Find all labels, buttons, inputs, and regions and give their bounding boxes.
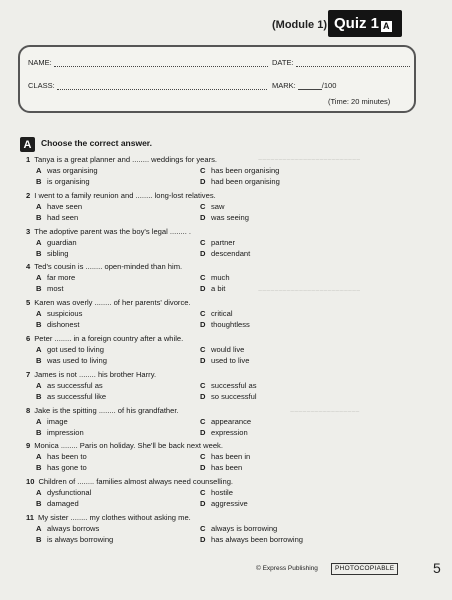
question-number: 6 bbox=[26, 334, 31, 343]
option-text: was used to living bbox=[47, 356, 107, 365]
answer-option-a[interactable] bbox=[36, 273, 75, 282]
option-text: aggressive bbox=[211, 499, 248, 509]
option-letter: B bbox=[36, 177, 42, 186]
option-letter: A bbox=[36, 201, 42, 211]
option-text: descendant bbox=[211, 248, 251, 258]
option-text: thoughtless bbox=[211, 320, 250, 330]
answer-option-d[interactable] bbox=[200, 428, 248, 437]
option-letter: A bbox=[36, 237, 42, 247]
mark-field bbox=[272, 81, 336, 90]
answer-option-a[interactable] bbox=[36, 309, 82, 318]
mark-label: MARK: bbox=[272, 81, 296, 90]
option-text: dysfunctional bbox=[47, 488, 92, 498]
option-text: so successful bbox=[211, 391, 257, 401]
answer-option-a[interactable] bbox=[36, 345, 104, 354]
name-label: NAME: bbox=[28, 58, 52, 67]
question-text: Children of ........ families almost always need counselling. bbox=[38, 477, 234, 487]
option-text: have seen bbox=[47, 201, 83, 211]
option-text: damaged bbox=[47, 499, 79, 509]
answer-option-b[interactable] bbox=[36, 392, 106, 401]
option-text: would live bbox=[211, 345, 245, 354]
option-letter: C bbox=[200, 201, 206, 211]
option-letter: C bbox=[200, 524, 206, 533]
option-text: a bit bbox=[211, 284, 226, 294]
answer-option-b[interactable] bbox=[36, 535, 113, 544]
date-label: DATE: bbox=[272, 58, 294, 67]
answer-option-a[interactable] bbox=[36, 166, 98, 175]
question-text: Jake is the spitting ........ of his grandfather. bbox=[34, 405, 179, 415]
option-letter: D bbox=[200, 212, 206, 222]
option-letter: A bbox=[36, 416, 42, 426]
option-letter: C bbox=[200, 380, 206, 390]
option-letter: B bbox=[36, 427, 42, 437]
option-text: was seeing bbox=[211, 212, 249, 222]
question-text: Tanya is a great planner and ........ weddings for years. bbox=[34, 155, 218, 164]
class-blank[interactable] bbox=[57, 81, 267, 90]
option-letter: B bbox=[36, 248, 42, 258]
student-info-box bbox=[18, 45, 416, 113]
answer-option-c[interactable] bbox=[200, 488, 233, 497]
bleed-through-text: ~~~~~~~~~~~~~~~~~ bbox=[290, 409, 360, 416]
option-letter: A bbox=[36, 309, 42, 319]
option-text: most bbox=[47, 284, 64, 294]
question-stem bbox=[26, 334, 183, 343]
answer-option-b[interactable] bbox=[36, 428, 84, 437]
name-field bbox=[28, 58, 268, 67]
option-letter: D bbox=[200, 427, 206, 437]
option-text: impression bbox=[47, 427, 84, 437]
option-letter: B bbox=[36, 463, 42, 473]
option-text: had seen bbox=[47, 212, 79, 222]
quiz-badge bbox=[328, 10, 402, 37]
option-letter: B bbox=[36, 212, 42, 222]
mark-blank[interactable] bbox=[298, 81, 322, 90]
answer-option-d[interactable] bbox=[200, 320, 250, 329]
option-text: image bbox=[47, 416, 68, 426]
question-text: I went to a family reunion and ........ long-lost relatives. bbox=[34, 190, 216, 200]
answer-option-c[interactable] bbox=[200, 381, 257, 390]
date-field bbox=[272, 58, 410, 67]
mark-total: /100 bbox=[321, 81, 337, 90]
option-letter: A bbox=[36, 524, 42, 533]
question-number: 9 bbox=[26, 441, 31, 451]
option-letter: D bbox=[200, 177, 206, 186]
option-text: has always been borrowing bbox=[211, 535, 304, 544]
option-text: sibling bbox=[47, 248, 69, 258]
answer-option-c[interactable] bbox=[200, 417, 251, 426]
answer-option-c[interactable] bbox=[200, 345, 244, 354]
option-letter: A bbox=[36, 452, 42, 462]
question-number: 1 bbox=[26, 155, 31, 164]
answer-option-b[interactable] bbox=[36, 463, 87, 472]
question-number: 2 bbox=[26, 190, 31, 200]
option-letter: D bbox=[200, 463, 206, 473]
option-text: has been to bbox=[47, 452, 87, 462]
answer-option-c[interactable] bbox=[200, 524, 277, 533]
page-number: 5 bbox=[433, 560, 441, 576]
quiz-variant: A bbox=[383, 21, 390, 31]
option-text: is always borrowing bbox=[47, 535, 114, 544]
option-text: far more bbox=[47, 273, 76, 283]
option-text: hostile bbox=[211, 488, 233, 498]
option-letter: D bbox=[200, 535, 206, 544]
question-number: 5 bbox=[26, 298, 31, 308]
option-letter: D bbox=[200, 499, 206, 509]
option-letter: A bbox=[36, 380, 42, 390]
bleed-through-text: ~~~~~~~~~~~~~~~~~~~~~~~~~ bbox=[258, 157, 361, 164]
option-letter: B bbox=[36, 499, 42, 509]
answer-option-c[interactable] bbox=[200, 202, 225, 211]
option-letter: D bbox=[200, 320, 206, 330]
option-letter: B bbox=[36, 391, 42, 401]
answer-option-d[interactable] bbox=[200, 284, 225, 293]
answer-option-a[interactable] bbox=[36, 417, 68, 426]
option-letter: D bbox=[200, 284, 206, 294]
question-text: Peter ........ in a foreign country after a while. bbox=[34, 334, 184, 343]
option-letter: C bbox=[200, 273, 206, 283]
option-text: successful as bbox=[211, 380, 257, 390]
option-letter: B bbox=[36, 356, 42, 365]
answer-option-a[interactable] bbox=[36, 202, 82, 211]
option-text: always is borrowing bbox=[211, 524, 278, 533]
answer-option-d[interactable] bbox=[200, 249, 250, 258]
option-letter: C bbox=[200, 416, 206, 426]
answer-option-c[interactable] bbox=[200, 273, 230, 282]
answer-option-d[interactable] bbox=[200, 392, 257, 401]
option-letter: D bbox=[200, 248, 206, 258]
answer-option-a[interactable] bbox=[36, 488, 91, 497]
question-number: 4 bbox=[26, 262, 31, 272]
module-label: (Module 1) bbox=[272, 19, 327, 31]
bleed-through-text: ~~~~~~~~~~~~~~~~~~~~~~~~~ bbox=[258, 288, 361, 295]
option-letter: B bbox=[36, 535, 42, 544]
option-text: suspicious bbox=[47, 309, 83, 319]
answer-option-a[interactable] bbox=[36, 381, 103, 390]
option-letter: A bbox=[36, 166, 42, 175]
answer-option-b[interactable] bbox=[36, 213, 78, 222]
option-letter: C bbox=[200, 488, 206, 498]
section-title: Choose the correct answer. bbox=[41, 138, 153, 148]
answer-option-d[interactable] bbox=[200, 463, 242, 472]
option-text: has been in bbox=[211, 452, 251, 462]
option-text: always borrows bbox=[47, 524, 100, 533]
option-text: partner bbox=[211, 237, 236, 247]
option-text: got used to living bbox=[47, 345, 104, 354]
quiz-label: Quiz 1 bbox=[334, 15, 380, 32]
option-letter: C bbox=[200, 345, 206, 354]
question-stem bbox=[26, 441, 223, 450]
question-number: 3 bbox=[26, 226, 31, 236]
answer-option-b[interactable] bbox=[36, 177, 90, 186]
question-text: James is not ........ his brother Harry. bbox=[34, 369, 157, 379]
question-stem bbox=[26, 406, 179, 415]
photocopiable-label: PHOTOCOPIABLE bbox=[331, 563, 398, 575]
class-label: CLASS: bbox=[28, 81, 55, 90]
answer-option-d[interactable] bbox=[200, 356, 249, 365]
option-letter: C bbox=[200, 309, 206, 319]
option-text: expression bbox=[211, 427, 248, 437]
answer-option-c[interactable] bbox=[200, 309, 233, 318]
answer-option-b[interactable] bbox=[36, 499, 79, 508]
question-stem bbox=[26, 155, 217, 164]
question-number: 11 bbox=[26, 513, 35, 522]
answer-option-c[interactable] bbox=[200, 452, 250, 461]
option-letter: A bbox=[36, 488, 42, 498]
answer-option-d[interactable] bbox=[200, 535, 303, 544]
answer-option-c[interactable] bbox=[200, 166, 279, 175]
question-stem bbox=[26, 298, 191, 307]
section-badge: A bbox=[20, 137, 35, 152]
question-text: Ted's cousin is ........ open-minded than him. bbox=[34, 262, 183, 272]
class-field bbox=[28, 81, 267, 90]
question-stem bbox=[26, 191, 216, 200]
date-blank[interactable] bbox=[296, 58, 410, 67]
answer-option-a[interactable] bbox=[36, 238, 77, 247]
question-number: 7 bbox=[26, 369, 31, 379]
answer-option-b[interactable] bbox=[36, 284, 63, 293]
answer-option-d[interactable] bbox=[200, 213, 249, 222]
answer-option-d[interactable] bbox=[200, 177, 280, 186]
option-letter: D bbox=[200, 356, 206, 365]
question-text: My sister ........ my clothes without asking me. bbox=[38, 513, 191, 522]
option-letter: C bbox=[200, 166, 206, 175]
option-text: much bbox=[211, 273, 230, 283]
option-text: has been organising bbox=[211, 166, 280, 175]
question-text: Monica ........ Paris on holiday. She'll be back next week. bbox=[34, 441, 223, 451]
publisher-credit: © Express Publishing bbox=[256, 565, 318, 572]
option-letter: C bbox=[200, 237, 206, 247]
option-letter: A bbox=[36, 273, 42, 283]
question-text: Karen was overly ........ of her parents' divorce. bbox=[34, 298, 191, 308]
answer-option-a[interactable] bbox=[36, 524, 99, 533]
option-letter: C bbox=[200, 452, 206, 462]
option-text: used to live bbox=[211, 356, 250, 365]
answer-option-d[interactable] bbox=[200, 499, 248, 508]
question-stem bbox=[26, 477, 233, 486]
option-letter: B bbox=[36, 320, 42, 330]
question-number: 10 bbox=[26, 477, 35, 487]
answer-option-a[interactable] bbox=[36, 452, 87, 461]
option-text: guardian bbox=[47, 237, 77, 247]
option-text: dishonest bbox=[47, 320, 80, 330]
option-text: has been bbox=[211, 463, 243, 473]
question-stem bbox=[26, 262, 182, 271]
option-text: has gone to bbox=[47, 463, 87, 473]
name-blank[interactable] bbox=[54, 58, 268, 67]
option-text: as successful like bbox=[47, 391, 107, 401]
question-stem bbox=[26, 370, 156, 379]
option-letter: B bbox=[36, 284, 42, 294]
option-text: is organising bbox=[47, 177, 90, 186]
answer-option-c[interactable] bbox=[200, 238, 235, 247]
option-letter: A bbox=[36, 345, 42, 354]
option-text: critical bbox=[211, 309, 233, 319]
option-letter: D bbox=[200, 391, 206, 401]
question-number: 8 bbox=[26, 405, 31, 415]
option-text: appearance bbox=[211, 416, 252, 426]
question-stem bbox=[26, 227, 191, 236]
option-text: was organising bbox=[47, 166, 98, 175]
option-text: had been organising bbox=[211, 177, 280, 186]
question-stem bbox=[26, 513, 191, 522]
option-text: saw bbox=[211, 201, 225, 211]
option-text: as successful as bbox=[47, 380, 103, 390]
answer-option-b[interactable] bbox=[36, 320, 80, 329]
question-text: The adoptive parent was the boy's legal ........ . bbox=[34, 226, 192, 236]
answer-option-b[interactable] bbox=[36, 249, 69, 258]
time-note: (Time: 20 minutes) bbox=[328, 97, 391, 106]
answer-option-b[interactable] bbox=[36, 356, 107, 365]
